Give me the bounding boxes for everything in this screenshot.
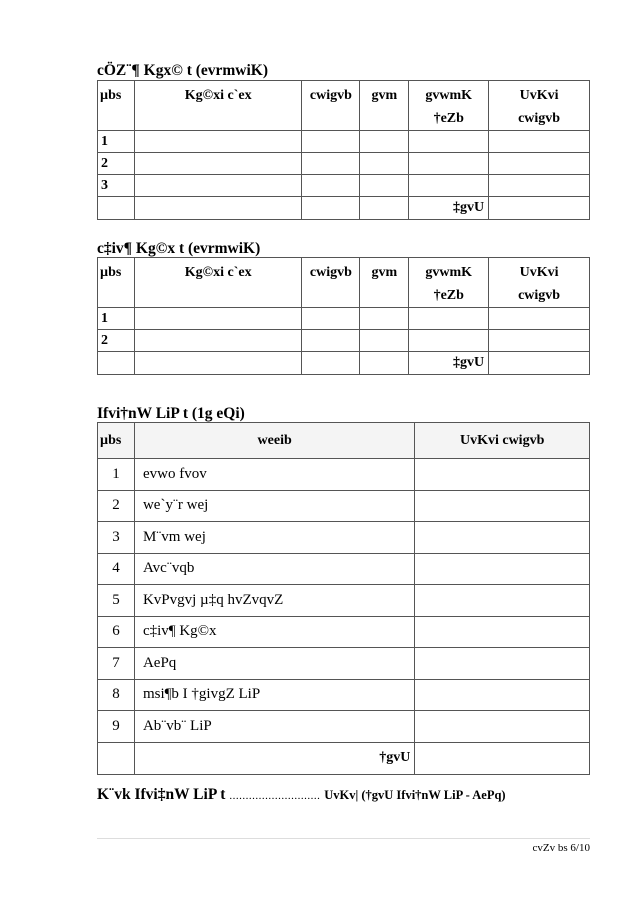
header-amount: UvKvi cwigvb	[489, 81, 590, 131]
direct-staff-table	[97, 80, 590, 220]
row-amount	[415, 585, 590, 617]
total-row	[98, 352, 590, 375]
row-number: 6	[98, 616, 135, 648]
table-row	[98, 711, 590, 743]
page-divider	[97, 838, 590, 839]
row-description: Ab¨vb¨ LiP	[134, 711, 414, 743]
table-row	[98, 585, 590, 617]
row-amount	[415, 459, 590, 491]
indirect-staff-table	[97, 257, 590, 375]
row-amount	[415, 711, 590, 743]
row-description: AePq	[134, 648, 414, 680]
header-monthly-salary: gvwmK †eZb	[409, 258, 489, 308]
header-monthly-salary: gvwmK †eZb	[409, 81, 489, 131]
row-number: 5	[98, 585, 135, 617]
row-description: msi¶b I †givgZ LiP	[134, 679, 414, 711]
row-number: 2	[98, 330, 135, 352]
table-row	[98, 330, 590, 352]
header-designation: Kg©xi c`ex	[134, 81, 302, 131]
header-amount: UvKvi cwigvb	[489, 258, 590, 308]
row-number: 7	[98, 648, 135, 680]
row-amount	[415, 648, 590, 680]
row-number: 1	[98, 308, 135, 330]
table-header-row	[98, 423, 590, 459]
row-description: KvPvgvj µ‡q hvZvqvZ	[134, 585, 414, 617]
row-description: c‡iv¶ Kg©x	[134, 616, 414, 648]
row-number: 1	[98, 131, 135, 153]
row-description: evwo fvov	[134, 459, 414, 491]
header-serial: µbs	[98, 258, 135, 308]
overhead-table	[97, 422, 590, 775]
header-amount: UvKvi cwigvb	[415, 423, 590, 459]
table-row	[98, 153, 590, 175]
row-number: 2	[98, 490, 135, 522]
table-row	[98, 308, 590, 330]
row-number: 9	[98, 711, 135, 743]
header-description: weeib	[134, 423, 414, 459]
row-number: 1	[98, 459, 135, 491]
cash-overhead-note: UvKv| (†gvU Ifvi†nW LiP - AePq)	[324, 788, 506, 802]
table-row	[98, 522, 590, 554]
section-title: c‡iv¶ Kg©x t (evrmwiK)	[97, 240, 261, 257]
cash-overhead-line	[97, 786, 506, 804]
row-number: 8	[98, 679, 135, 711]
row-number: 4	[98, 553, 135, 585]
row-description: Avc¨vqb	[134, 553, 414, 585]
row-description: M¨vm wej	[134, 522, 414, 554]
table-row	[98, 553, 590, 585]
total-row	[98, 197, 590, 220]
table-row	[98, 616, 590, 648]
row-number: 3	[98, 175, 135, 197]
cash-overhead-label: K¨vk Ifvi‡nW LiP t	[97, 786, 226, 803]
table-row	[98, 175, 590, 197]
header-month: gvm	[360, 81, 409, 131]
header-serial: µbs	[98, 81, 135, 131]
header-designation: Kg©xi c`ex	[134, 258, 302, 308]
header-serial: µbs	[98, 423, 135, 459]
row-amount	[415, 679, 590, 711]
total-label: ‡gvU	[409, 352, 489, 375]
table-row	[98, 648, 590, 680]
table-row	[98, 490, 590, 522]
table-row	[98, 459, 590, 491]
row-amount	[415, 616, 590, 648]
section-title: Ifvi†nW LiP t (1g eQi)	[97, 405, 245, 422]
table-header-row	[98, 81, 590, 131]
total-row	[98, 742, 590, 774]
total-label: †gvU	[134, 742, 414, 774]
fill-in-blank: ............................	[229, 790, 321, 802]
table-row	[98, 131, 590, 153]
header-quantity: cwigvb	[302, 81, 360, 131]
row-number: 2	[98, 153, 135, 175]
row-amount	[415, 522, 590, 554]
total-label: ‡gvU	[409, 197, 489, 220]
row-description: we`y¨r wej	[134, 490, 414, 522]
header-month: gvm	[360, 258, 409, 308]
row-amount	[415, 490, 590, 522]
section-title: cÖZ¨¶ Kgx© t (evrmwiK)	[97, 62, 269, 79]
header-quantity: cwigvb	[302, 258, 360, 308]
page-number: cvZv bs 6/10	[532, 842, 590, 854]
row-number: 3	[98, 522, 135, 554]
table-header-row	[98, 258, 590, 308]
table-row	[98, 679, 590, 711]
row-amount	[415, 553, 590, 585]
